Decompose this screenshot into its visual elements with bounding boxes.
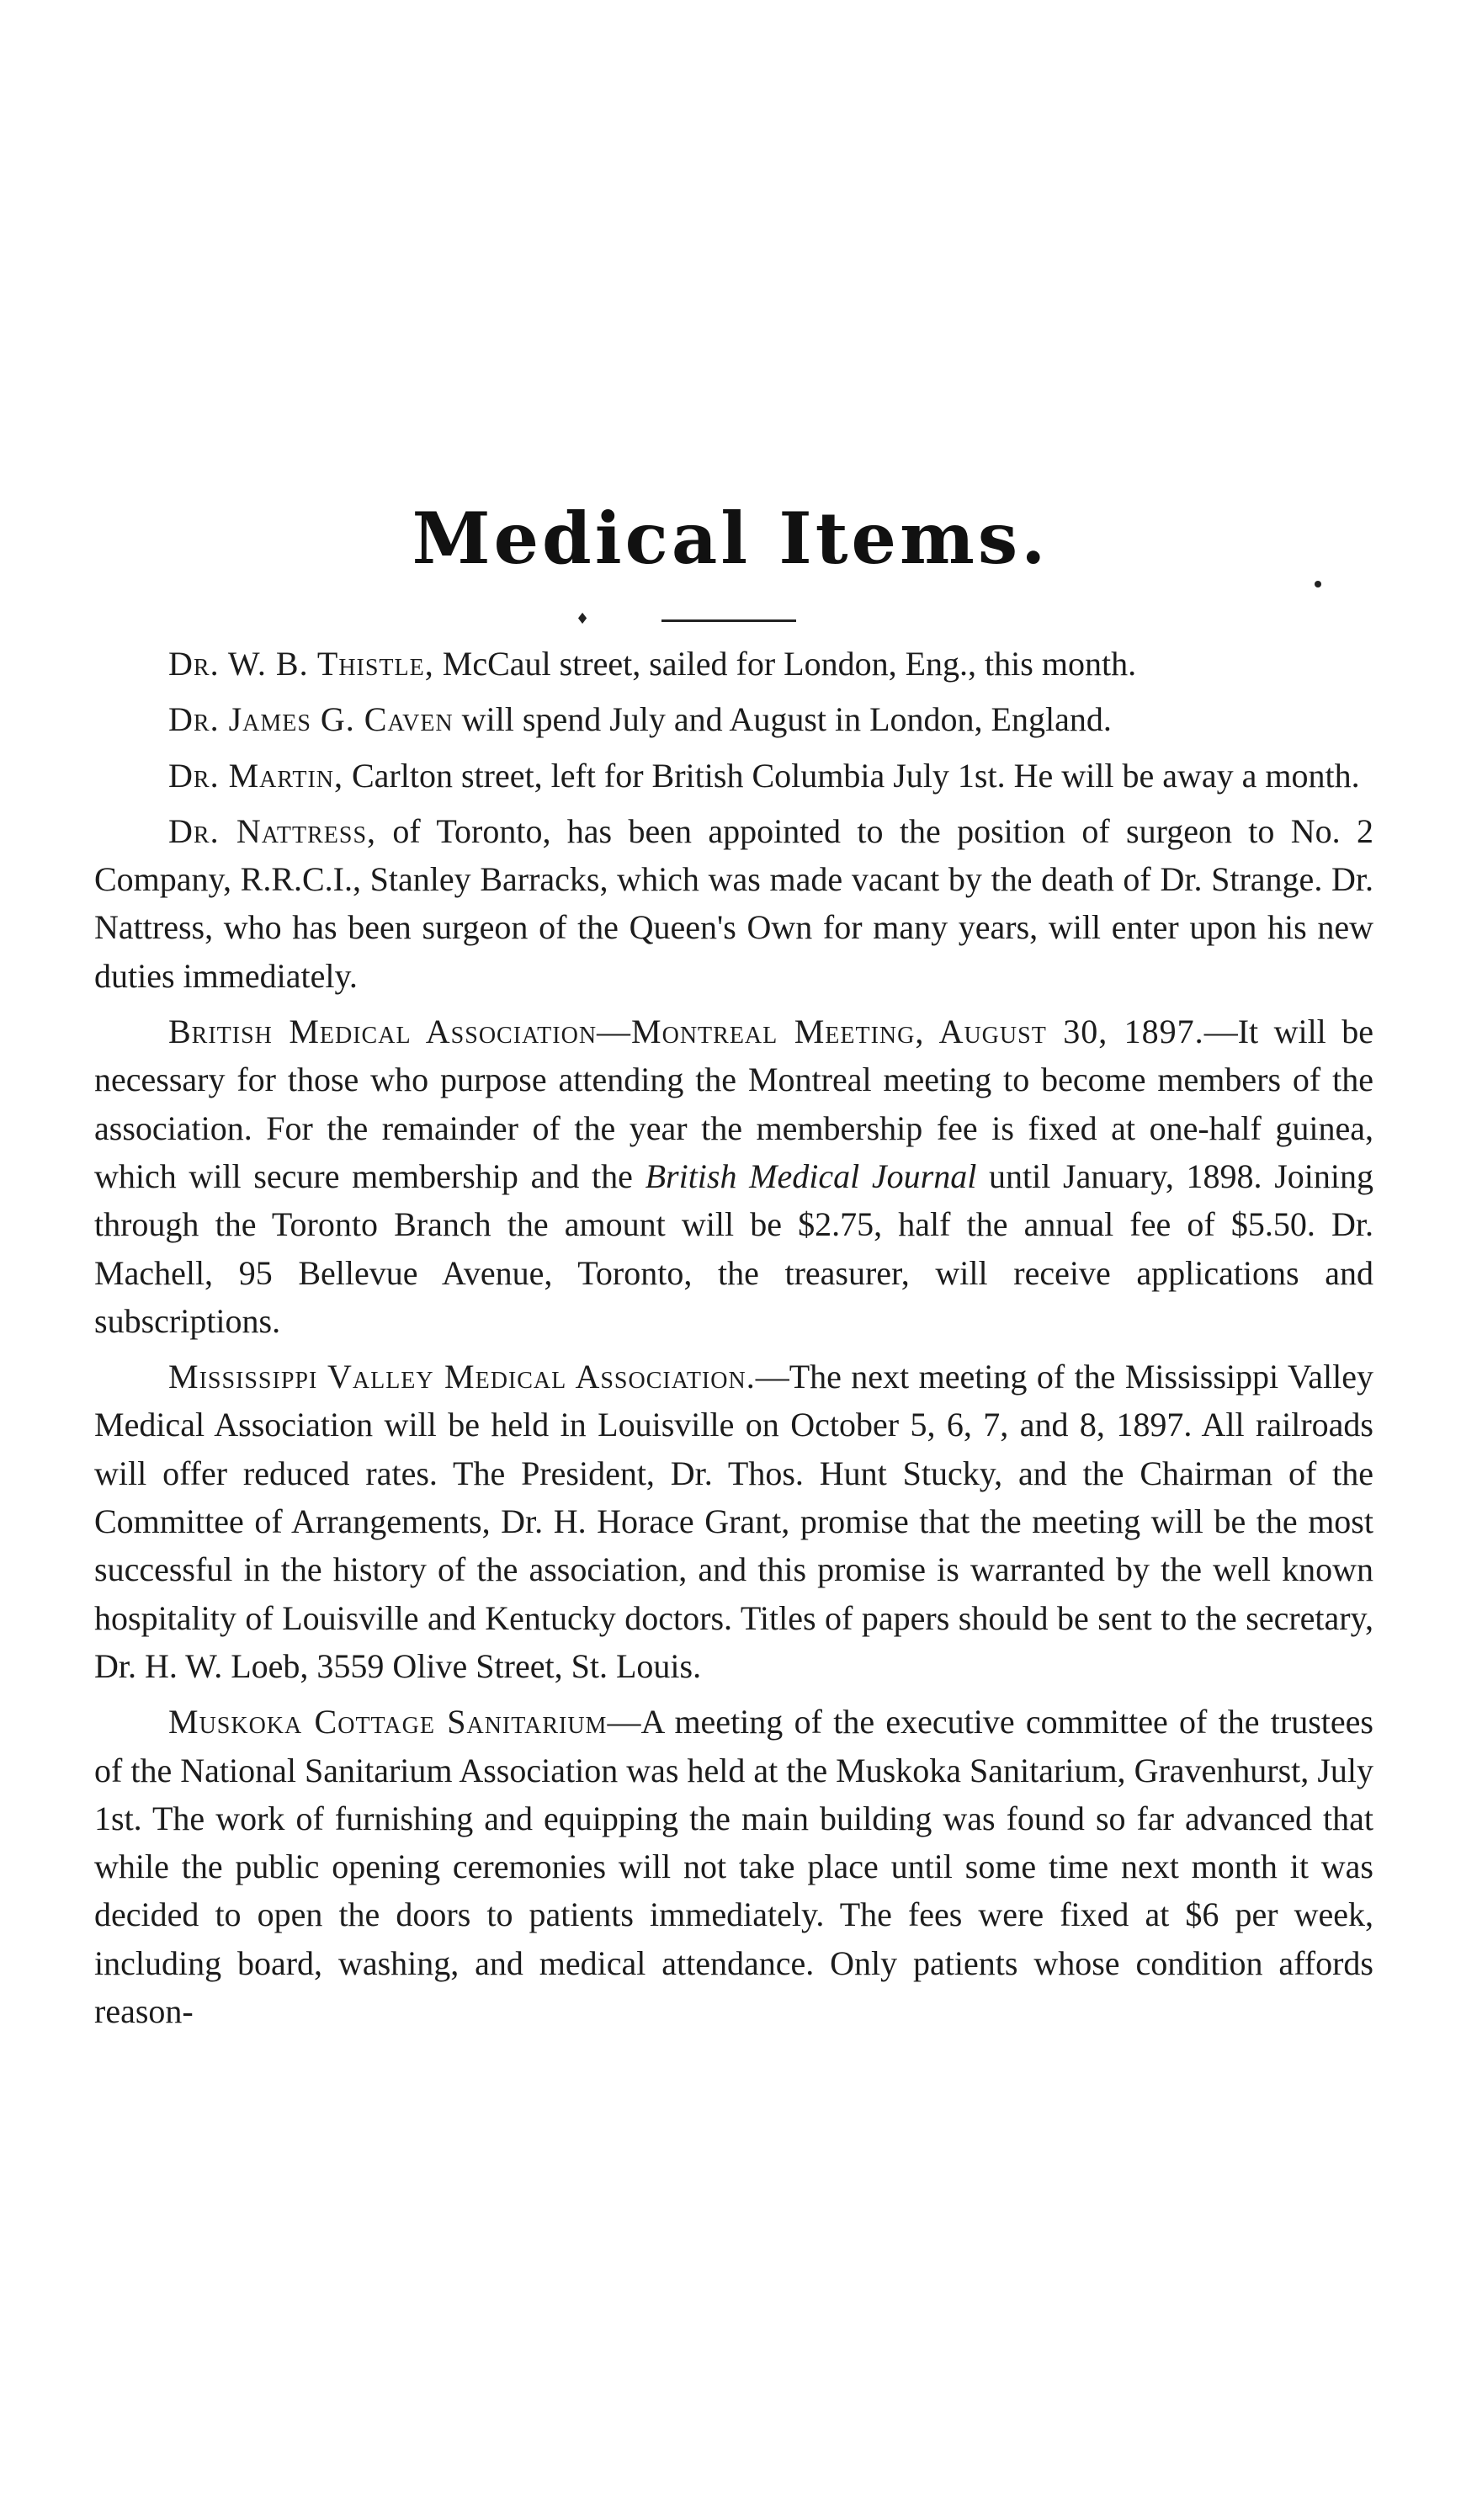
- item-british-medical: [94, 1007, 1373, 1345]
- page-heading: Medical Items.: [412, 497, 1049, 580]
- item-body: Carlton street, left for British Columbia July 1st. He will be away a month.: [343, 756, 1360, 795]
- item-lead: Dr. Nattress,: [168, 811, 377, 850]
- item-caven: [94, 695, 1373, 743]
- item-lead: Muskoka Cottage Sanitarium: [168, 1703, 608, 1741]
- item-lead: Dr. James G. Caven: [168, 700, 454, 739]
- item-body: —The next meeting of the Mississippi Valley Medical Association will be held in Louisville on October 5, 6, 7, and 8, 1897. All railroads will offer reduced rates. The President, Dr. Thos. Hunt Stucky, and the Chairman of the Committee of Arrangements, Dr. H. Horace Grant, promise that the meeting will be the most successful in the history of the association, and this promise is warranted by the well known hospitality of Louisville and Kentucky doctors. Titles of papers should be sent to the secretary, Dr. H. W. Loeb, 3559 Olive Street, St. Louis.: [94, 1358, 1374, 1685]
- item-thistle: [94, 640, 1373, 688]
- item-martin: [94, 752, 1373, 800]
- margin-dot: [1315, 581, 1321, 587]
- item-body: of Toronto, has been appointed to the position of surgeon to No. 2 Company, R.R.C.I., Stanley Barracks, which was made vacant by the death of Dr. Strange. Dr. Nattress, who has been surgeon of the Queen's Own for many years, will enter upon his new duties immediately.: [94, 811, 1374, 995]
- item-lead: Dr. Martin,: [168, 756, 343, 795]
- item-body-cont: until January, 1898. Joining through the Toronto Branch the amount will be $2.75, half the annual fee of $5.50. Dr. Machell, 95 Bellevue Avenue, Toronto, the treasurer, will receive applications and subscriptions.: [94, 1156, 1373, 1340]
- item-lead: Mississippi Valley Medical Association.: [168, 1358, 756, 1396]
- heading-rule: [661, 619, 796, 622]
- item-body: —A meeting of the executive committee of the trustees of the National Sanitarium Association was held at the Muskoka Sanitarium, Gravenhurst, July 1st. The work of furnishing and equipping the main building was found so far advanced that while the public opening ceremonies will not take place until some time next month it was decided to open the doors to patients immediately. The fees were fixed at $6 per week, including board, washing, and medical attendance. Only patients whose condition affords reason-: [94, 1703, 1373, 2031]
- item-body: will spend July and August in London, England.: [453, 700, 1112, 739]
- item-body: McCaul street, sailed for London, Eng., this month.: [433, 645, 1137, 683]
- item-nattress: [94, 807, 1373, 1000]
- journal-title: British Medical Journal: [645, 1156, 977, 1195]
- item-muskoka: [94, 1698, 1373, 2035]
- item-mississippi: [94, 1353, 1373, 1690]
- item-body: —It will be necessary for those who purpose attending the Montreal meeting to become members of the association. For the remainder of the year the membership fee is fixed at one-half guinea, which will secure membership and the: [94, 1013, 1373, 1195]
- article-column: [94, 640, 1373, 2043]
- heading-ornament-icon: ♦: [576, 610, 590, 628]
- item-lead: Dr. W. B. Thistle,: [168, 645, 434, 683]
- item-lead: British Medical Association—Montreal Meeting, August 30, 1897.: [168, 1013, 1204, 1051]
